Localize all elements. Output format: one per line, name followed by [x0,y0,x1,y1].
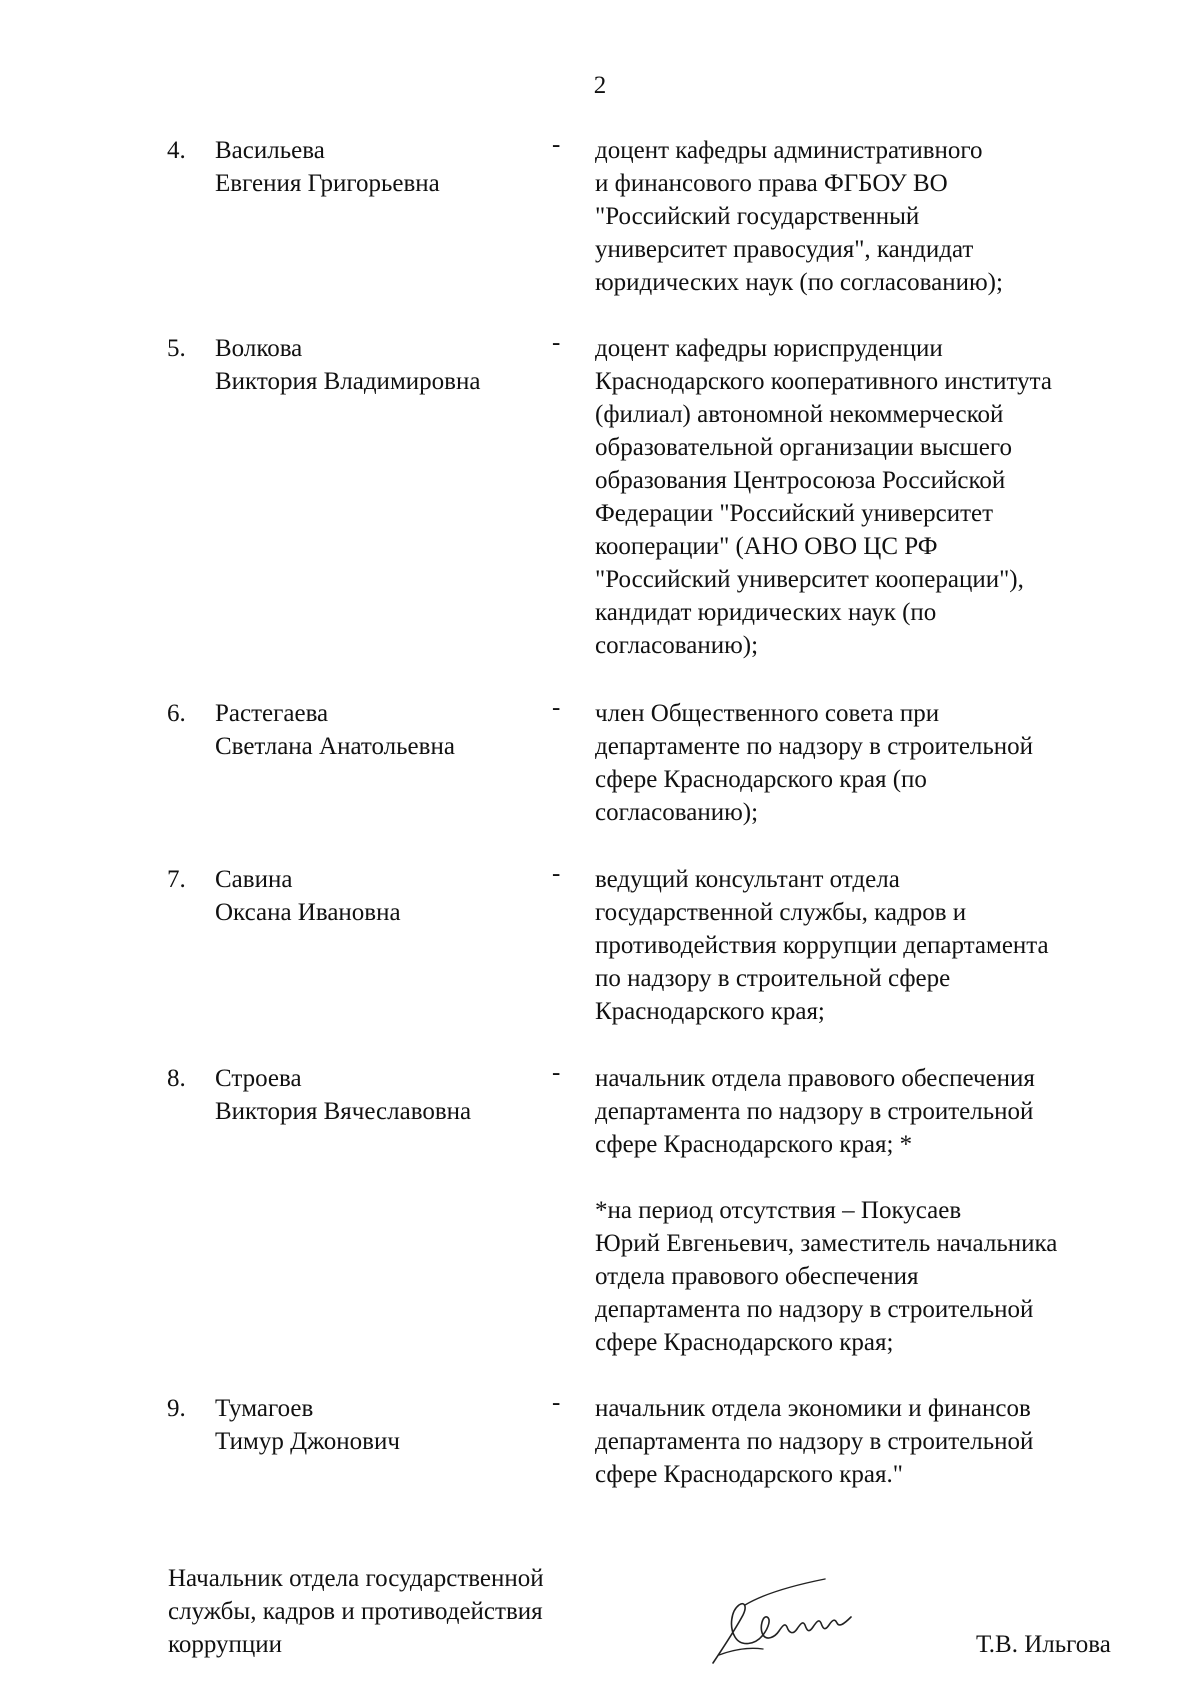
footnote-line: сфере Краснодарского края; [595,1329,894,1356]
dash: - [552,1059,561,1086]
name-line: Строева [215,1065,302,1092]
name-line: Савина [215,866,293,893]
item-number: 6. [167,700,186,727]
desc-line: университет правосудия", кандидат [595,236,974,263]
desc-line: кандидат юридических наук (по [595,599,937,626]
name-line: Тумагоев [215,1395,314,1422]
signoff-line: службы, кадров и противодействия [168,1598,543,1625]
desc-line: Краснодарского края; [595,998,825,1025]
member-position [595,1062,1135,1359]
desc-line: сфере Краснодарского края; * [595,1131,913,1158]
desc-line: по надзору в строительной сфере [595,965,951,992]
desc-line: "Российский государственный [595,203,920,230]
desc-line: Федерации "Российский университет [595,500,994,527]
desc-line: департамента по надзору в строительной [595,1098,1034,1125]
desc-line: департаменте по надзору в строительной [595,733,1034,760]
item-number: 9. [167,1395,186,1422]
member-position [595,697,1135,829]
desc-line: доцент кафедры административного [595,137,983,164]
desc-line: (филиал) автономной некоммерческой [595,401,1004,428]
desc-line: кооперации" (АНО ОВО ЦС РФ [595,533,938,560]
desc-line: образования Центросоюза Российской [595,467,1006,494]
member-name [215,332,480,398]
member-position [595,134,1135,299]
name-line: Волкова [215,335,303,362]
item-number: 8. [167,1065,186,1092]
desc-line: и финансового права ФГБОУ ВО [595,170,948,197]
page-number: 2 [593,72,607,99]
name-line: Виктория Вячеславовна [215,1098,472,1125]
dash: - [552,694,561,721]
signoff-title [168,1562,544,1661]
item-number: 7. [167,866,186,893]
signer-name: Т.В. Ильгова [976,1631,1111,1658]
dash: - [552,1389,561,1416]
spacer [595,1161,1135,1194]
desc-line: согласованию); [595,632,759,659]
desc-line: образовательной организации высшего [595,434,1013,461]
desc-line: юридических наук (по согласованию); [595,269,1003,296]
name-line: Растегаева [215,700,329,727]
desc-line: государственной службы, кадров и [595,899,967,926]
footnote-line: *на период отсутствия – Покусаев [595,1197,962,1224]
member-name [215,863,401,929]
member-position [595,332,1135,662]
desc-line: "Российский университет кооперации"), [595,566,1024,593]
desc-line: начальник отдела экономики и финансов [595,1395,1031,1422]
signoff-line: Начальник отдела государственной [168,1565,544,1592]
desc-line: доцент кафедры юриспруденции [595,335,943,362]
footnote-line: отдела правового обеспечения [595,1263,919,1290]
member-position [595,863,1135,1028]
name-line: Светлана Анатольевна [215,733,455,760]
footnote-line: департамента по надзору в строительной [595,1296,1034,1323]
name-line: Виктория Владимировна [215,368,481,395]
desc-line: сфере Краснодарского края (по [595,766,927,793]
desc-line: департамента по надзору в строительной [595,1428,1034,1455]
item-number: 4. [167,137,186,164]
member-name [215,697,455,763]
item-number: 5. [167,335,186,362]
footnote-line: Юрий Евгеньевич, заместитель начальника [595,1230,1058,1257]
name-line: Васильева [215,137,325,164]
desc-line: член Общественного совета при [595,700,940,727]
member-position [595,1392,1135,1491]
desc-line: начальник отдела правового обеспечения [595,1065,1035,1092]
dash: - [552,131,561,158]
desc-line: согласованию); [595,799,759,826]
dash: - [552,860,561,887]
desc-line: ведущий консультант отдела [595,866,900,893]
member-name [215,1392,400,1458]
member-name [215,1062,471,1128]
footnote [595,1194,1135,1359]
member-name [215,134,440,200]
name-line: Евгения Григорьевна [215,170,440,197]
name-line: Оксана Ивановна [215,899,401,926]
desc-line: сфере Краснодарского края." [595,1461,903,1488]
name-line: Тимур Джонович [215,1428,400,1455]
signature-icon [705,1575,875,1670]
signoff-line: коррупции [168,1631,283,1658]
dash: - [552,329,561,356]
desc-line: противодействия коррупции департамента [595,932,1049,959]
desc-line: Краснодарского кооперативного института [595,368,1052,395]
